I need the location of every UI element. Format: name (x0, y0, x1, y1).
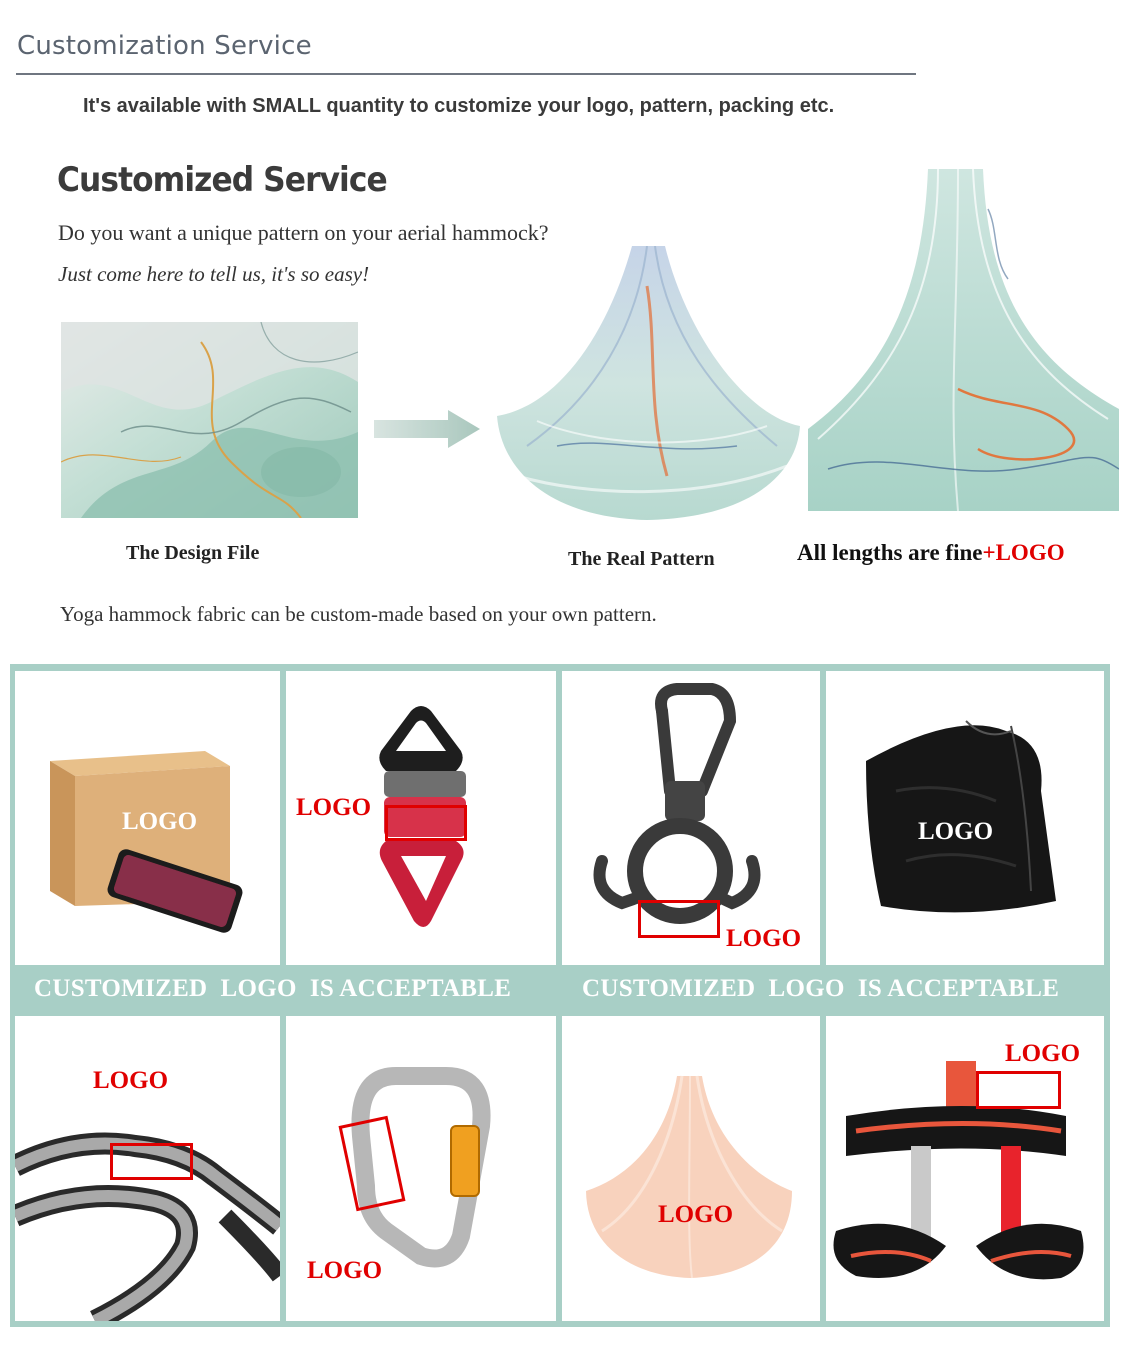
caption-lengths-text: All lengths are fine (797, 540, 983, 565)
arrow-right-icon (374, 410, 482, 453)
hanging-fabric-image (808, 169, 1119, 511)
title-divider (16, 73, 916, 75)
caption-lengths (797, 540, 1065, 566)
logo-label-carabiner: LOGO (307, 1257, 383, 1284)
banner-text-left: CUSTOMIZED LOGO IS ACCEPTABLE (34, 975, 512, 1002)
pattern-question: Do you want a unique pattern on your aerial hammock? (58, 220, 549, 245)
tagline: Just come here to tell us, it's so easy! (58, 262, 370, 286)
logo-label-box: LOGO (122, 808, 198, 835)
caption-lengths-logo: +LOGO (982, 540, 1065, 565)
logo-highlight-box (976, 1071, 1061, 1109)
logo-label-bag: LOGO (918, 818, 994, 845)
design-file-image (61, 322, 358, 518)
peach-hammock-icon (562, 1016, 820, 1321)
logo-highlight-box (385, 805, 467, 841)
banner-text-right: CUSTOMIZED LOGO IS ACCEPTABLE (582, 975, 1060, 1002)
logo-label-swivel: LOGO (296, 794, 372, 821)
real-pattern-image (497, 246, 800, 522)
intro-text: It's available with SMALL quantity to customize your logo, pattern, packing etc. (83, 95, 835, 117)
customized-service-heading: Customized Service (57, 160, 387, 200)
section-title: Customization Service (17, 31, 312, 61)
caption-design-file: The Design File (126, 542, 260, 564)
logo-label-hammock: LOGO (658, 1201, 734, 1228)
logo-label-harness: LOGO (1005, 1040, 1081, 1067)
cell-peach-hammock (562, 1016, 820, 1321)
logo-highlight-box (638, 900, 720, 938)
logo-label-hook: LOGO (726, 925, 802, 952)
custom-note: Yoga hammock fabric can be custom-made based on your own pattern. (60, 602, 657, 626)
logo-label-daisy: LOGO (93, 1067, 169, 1094)
caption-real-pattern: The Real Pattern (568, 548, 715, 570)
logo-highlight-box (110, 1143, 193, 1180)
